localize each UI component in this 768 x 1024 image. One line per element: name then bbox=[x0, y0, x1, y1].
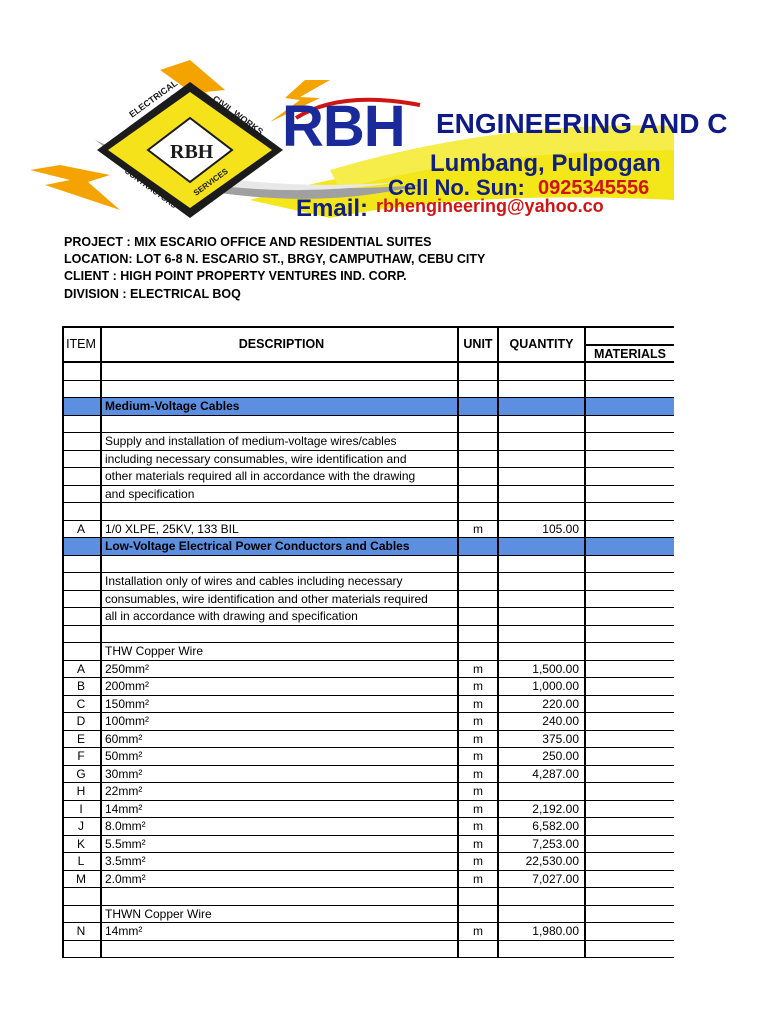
description-cell: Installation only of wires and cables including necessary bbox=[105, 574, 403, 588]
quantity-cell bbox=[499, 556, 584, 573]
logo-text-top: ELECTRICAL bbox=[127, 78, 180, 120]
unit-cell: m bbox=[473, 696, 483, 711]
materials-cell bbox=[586, 731, 674, 748]
unit-cell: m bbox=[473, 749, 483, 763]
unit-cell: m bbox=[473, 871, 483, 886]
unit-cell bbox=[459, 451, 497, 468]
materials-cell bbox=[586, 503, 674, 520]
table-row bbox=[62, 451, 674, 469]
item-cell bbox=[62, 486, 100, 503]
quantity-cell: 1,000.00 bbox=[532, 679, 579, 693]
materials-cell bbox=[586, 591, 674, 608]
table-row bbox=[62, 381, 674, 399]
description-cell: 5.5mm² bbox=[105, 836, 146, 851]
item-cell: A bbox=[76, 661, 85, 676]
materials-cell bbox=[586, 801, 674, 818]
unit-cell bbox=[459, 608, 497, 625]
quantity-cell: 1,980.00 bbox=[532, 924, 579, 938]
location-line bbox=[64, 252, 485, 266]
unit-cell: m bbox=[473, 714, 483, 728]
materials-cell bbox=[586, 888, 674, 905]
location-value: LOT 6-8 N. ESCARIO ST., BRGY, CAMPUTHAW, CEBU CITY bbox=[136, 252, 486, 266]
materials-cell bbox=[586, 573, 674, 590]
unit-cell bbox=[459, 643, 497, 660]
header-description: DESCRIPTION bbox=[238, 337, 325, 351]
materials-cell bbox=[586, 783, 674, 800]
unit-cell bbox=[459, 941, 497, 958]
logo-text-bottom-right: SERVICES bbox=[191, 166, 230, 198]
materials-cell bbox=[586, 713, 674, 730]
project-line bbox=[64, 235, 431, 249]
quantity-cell bbox=[499, 398, 584, 415]
header-item: ITEM bbox=[66, 337, 96, 351]
table-row bbox=[62, 643, 674, 661]
description-cell bbox=[102, 626, 458, 643]
description-cell: Medium-Voltage Cables bbox=[105, 399, 240, 413]
item-cell: G bbox=[76, 766, 86, 781]
description-cell: 60mm² bbox=[105, 731, 143, 746]
table-body bbox=[62, 363, 674, 958]
materials-cell bbox=[586, 766, 674, 783]
quantity-cell: 2,192.00 bbox=[532, 801, 579, 816]
table-row bbox=[62, 556, 674, 574]
table-row bbox=[62, 591, 674, 609]
company-address: Lumbang, Pulpogan bbox=[430, 150, 661, 177]
project-value: MIX ESCARIO OFFICE AND RESIDENTIAL SUITES bbox=[134, 235, 432, 249]
item-cell bbox=[62, 888, 100, 905]
quantity-cell bbox=[499, 626, 584, 643]
description-cell: all in accordance with drawing and specification bbox=[105, 609, 358, 623]
project-label: PROJECT : bbox=[64, 235, 131, 249]
materials-cell bbox=[586, 818, 674, 835]
unit-cell bbox=[459, 486, 497, 503]
quantity-cell: 6,582.00 bbox=[532, 819, 579, 833]
table-row bbox=[62, 941, 674, 959]
quantity-cell: 240.00 bbox=[542, 714, 579, 728]
unit-cell bbox=[459, 626, 497, 643]
item-cell: M bbox=[76, 871, 86, 886]
description-cell: 14mm² bbox=[105, 924, 143, 938]
materials-cell bbox=[586, 696, 674, 713]
section-header-row bbox=[62, 538, 674, 556]
materials-cell bbox=[586, 451, 674, 468]
quantity-cell bbox=[499, 906, 584, 923]
materials-cell bbox=[586, 661, 674, 678]
table-row bbox=[62, 416, 674, 434]
table-row bbox=[62, 766, 674, 784]
quantity-cell bbox=[499, 643, 584, 660]
description-cell: including necessary consumables, wire identification and bbox=[105, 451, 407, 466]
table-row bbox=[62, 906, 674, 924]
logo-seal bbox=[0, 0, 300, 230]
table-row bbox=[62, 521, 674, 539]
quantity-cell: 375.00 bbox=[542, 731, 579, 746]
unit-cell bbox=[459, 503, 497, 520]
item-cell: B bbox=[76, 679, 85, 693]
unit-cell bbox=[459, 363, 497, 380]
unit-cell bbox=[459, 888, 497, 905]
item-cell bbox=[62, 573, 100, 590]
client-line bbox=[64, 269, 407, 283]
table-row bbox=[62, 573, 674, 591]
item-cell: F bbox=[77, 749, 85, 763]
item-cell: D bbox=[76, 714, 86, 728]
description-cell bbox=[102, 363, 458, 380]
quantity-cell bbox=[499, 468, 584, 485]
company-name: RBH bbox=[282, 94, 405, 159]
company-name-suffix: ENGINEERING AND C bbox=[436, 108, 728, 139]
unit-cell bbox=[459, 906, 497, 923]
item-cell: L bbox=[77, 854, 85, 868]
unit-cell: m bbox=[473, 854, 483, 868]
description-cell: 2.0mm² bbox=[105, 871, 146, 886]
location-label: LOCATION: bbox=[64, 252, 133, 266]
cell-label: Cell No. Sun: bbox=[388, 175, 525, 200]
quantity-cell: 105.00 bbox=[542, 521, 579, 536]
description-cell: 100mm² bbox=[105, 714, 150, 728]
materials-cell bbox=[586, 626, 674, 643]
header-materials-cell bbox=[586, 328, 674, 361]
materials-cell bbox=[586, 906, 674, 923]
description-cell: 22mm² bbox=[105, 784, 143, 798]
quantity-cell bbox=[499, 451, 584, 468]
logo-text-center: RBH bbox=[170, 141, 214, 163]
description-cell bbox=[102, 381, 458, 398]
unit-cell: m bbox=[473, 924, 483, 938]
quantity-cell bbox=[499, 608, 584, 625]
client-value: HIGH POINT PROPERTY VENTURES IND. CORP. bbox=[120, 269, 407, 283]
table-row bbox=[62, 713, 674, 731]
item-cell bbox=[62, 643, 100, 660]
item-cell bbox=[62, 906, 100, 923]
materials-cell bbox=[586, 468, 674, 485]
item-cell bbox=[62, 503, 100, 520]
division-line bbox=[64, 287, 241, 301]
cell-number: 0925345556 bbox=[538, 177, 650, 199]
quantity-cell bbox=[499, 591, 584, 608]
quantity-cell bbox=[499, 783, 584, 800]
item-cell bbox=[62, 433, 100, 450]
table-row bbox=[62, 836, 674, 854]
table-row bbox=[62, 783, 674, 801]
unit-cell: m bbox=[473, 784, 483, 798]
table-row bbox=[62, 923, 674, 941]
table-row bbox=[62, 608, 674, 626]
materials-cell bbox=[586, 486, 674, 503]
description-cell: Low-Voltage Electrical Power Conductors and Cables bbox=[105, 539, 410, 553]
email-address: rbhengineering@yahoo.co bbox=[376, 196, 604, 216]
description-cell bbox=[102, 888, 458, 905]
quantity-cell: 7,027.00 bbox=[532, 871, 579, 886]
quantity-cell bbox=[499, 573, 584, 590]
description-cell: consumables, wire identification and other materials required bbox=[105, 591, 428, 606]
quantity-cell bbox=[499, 503, 584, 520]
description-cell: 150mm² bbox=[105, 696, 150, 711]
materials-cell bbox=[586, 363, 674, 380]
materials-cell bbox=[586, 853, 674, 870]
table-header-row bbox=[62, 326, 674, 363]
item-cell bbox=[62, 608, 100, 625]
materials-cell bbox=[586, 643, 674, 660]
unit-cell bbox=[459, 381, 497, 398]
table-row bbox=[62, 363, 674, 381]
materials-cell bbox=[586, 923, 674, 940]
table-row bbox=[62, 696, 674, 714]
header-materials: MATERIALS bbox=[586, 344, 674, 363]
division-label: DIVISION : bbox=[64, 287, 127, 301]
item-cell: C bbox=[76, 696, 86, 711]
unit-cell bbox=[459, 398, 497, 415]
item-cell: I bbox=[79, 801, 83, 816]
quantity-cell bbox=[499, 433, 584, 450]
quantity-cell bbox=[499, 416, 584, 433]
unit-cell bbox=[459, 556, 497, 573]
division-value: ELECTRICAL BOQ bbox=[130, 287, 241, 301]
unit-cell bbox=[459, 538, 497, 555]
item-cell bbox=[62, 626, 100, 643]
item-cell bbox=[62, 941, 100, 958]
description-cell: 30mm² bbox=[105, 766, 143, 781]
description-cell bbox=[102, 556, 458, 573]
item-cell: N bbox=[76, 924, 86, 938]
item-cell bbox=[62, 451, 100, 468]
table-row bbox=[62, 503, 674, 521]
table-row bbox=[62, 661, 674, 679]
materials-cell bbox=[586, 678, 674, 695]
table-row bbox=[62, 731, 674, 749]
materials-cell bbox=[586, 398, 674, 415]
quantity-cell: 7,253.00 bbox=[532, 836, 579, 851]
description-cell: 1/0 XLPE, 25KV, 133 BIL bbox=[105, 521, 239, 536]
materials-cell bbox=[586, 381, 674, 398]
quantity-cell: 22,530.00 bbox=[525, 854, 579, 868]
unit-cell bbox=[459, 573, 497, 590]
item-cell: J bbox=[78, 819, 84, 833]
materials-cell bbox=[586, 836, 674, 853]
table-row bbox=[62, 853, 674, 871]
unit-cell bbox=[459, 416, 497, 433]
quantity-cell bbox=[499, 941, 584, 958]
unit-cell bbox=[459, 433, 497, 450]
quantity-cell bbox=[499, 363, 584, 380]
description-cell bbox=[102, 416, 458, 433]
table-row bbox=[62, 748, 674, 766]
item-cell bbox=[62, 381, 100, 398]
description-cell: other materials required all in accordance with the drawing bbox=[105, 469, 416, 483]
unit-cell: m bbox=[473, 801, 483, 816]
logo-text-bottom-left: CONTRACTORS bbox=[122, 166, 179, 211]
unit-cell: m bbox=[473, 819, 483, 833]
description-cell: and specification bbox=[105, 486, 195, 501]
company-banner bbox=[0, 0, 728, 230]
unit-cell: m bbox=[473, 521, 483, 536]
boq-table bbox=[62, 326, 674, 958]
quantity-cell: 4,287.00 bbox=[532, 766, 579, 781]
table-row bbox=[62, 486, 674, 504]
materials-cell bbox=[586, 556, 674, 573]
item-cell bbox=[62, 416, 100, 433]
unit-cell: m bbox=[473, 679, 483, 693]
materials-cell bbox=[586, 941, 674, 958]
quantity-cell: 250.00 bbox=[542, 749, 579, 763]
quantity-cell: 220.00 bbox=[542, 696, 579, 711]
item-cell: K bbox=[76, 836, 85, 851]
item-cell bbox=[62, 468, 100, 485]
quantity-cell bbox=[499, 381, 584, 398]
quantity-cell: 1,500.00 bbox=[532, 661, 579, 676]
table-row bbox=[62, 433, 674, 451]
item-cell: E bbox=[76, 731, 85, 746]
materials-cell bbox=[586, 433, 674, 450]
description-cell: 50mm² bbox=[105, 749, 143, 763]
item-cell bbox=[62, 591, 100, 608]
description-cell: 8.0mm² bbox=[105, 819, 146, 833]
unit-cell bbox=[459, 468, 497, 485]
materials-cell bbox=[586, 871, 674, 888]
unit-cell: m bbox=[473, 836, 483, 851]
table-row bbox=[62, 801, 674, 819]
unit-cell: m bbox=[473, 661, 483, 676]
item-cell bbox=[62, 538, 100, 555]
materials-cell bbox=[586, 416, 674, 433]
item-cell: H bbox=[76, 784, 86, 798]
description-cell: 14mm² bbox=[105, 801, 143, 816]
quantity-cell bbox=[499, 486, 584, 503]
unit-cell: m bbox=[473, 766, 483, 781]
table-row bbox=[62, 818, 674, 836]
table-row bbox=[62, 678, 674, 696]
header-quantity: QUANTITY bbox=[509, 337, 574, 351]
section-header-row bbox=[62, 398, 674, 416]
logo-text-right: CIVIL WORKS bbox=[210, 93, 266, 137]
item-cell bbox=[62, 363, 100, 380]
item-cell bbox=[62, 556, 100, 573]
description-cell: 250mm² bbox=[105, 661, 150, 676]
item-cell bbox=[62, 398, 100, 415]
materials-cell bbox=[586, 538, 674, 555]
description-cell bbox=[102, 503, 458, 520]
table-row bbox=[62, 468, 674, 486]
unit-cell: m bbox=[473, 731, 483, 746]
table-row bbox=[62, 626, 674, 644]
header-unit: UNIT bbox=[463, 337, 493, 351]
materials-cell bbox=[586, 608, 674, 625]
quantity-cell bbox=[499, 538, 584, 555]
item-cell: A bbox=[76, 521, 85, 536]
unit-cell bbox=[459, 591, 497, 608]
description-cell: 200mm² bbox=[105, 679, 150, 693]
materials-cell bbox=[586, 521, 674, 538]
quantity-cell bbox=[499, 888, 584, 905]
client-label: CLIENT : bbox=[64, 269, 117, 283]
materials-cell bbox=[586, 748, 674, 765]
description-cell: THW Copper Wire bbox=[105, 644, 204, 658]
description-cell: 3.5mm² bbox=[105, 854, 146, 868]
description-cell bbox=[102, 941, 458, 958]
description-cell: THWN Copper Wire bbox=[105, 906, 212, 921]
email-label: Email: bbox=[296, 195, 369, 222]
table-row bbox=[62, 888, 674, 906]
description-cell: Supply and installation of medium-voltage wires/cables bbox=[105, 434, 397, 448]
table-row bbox=[62, 871, 674, 889]
